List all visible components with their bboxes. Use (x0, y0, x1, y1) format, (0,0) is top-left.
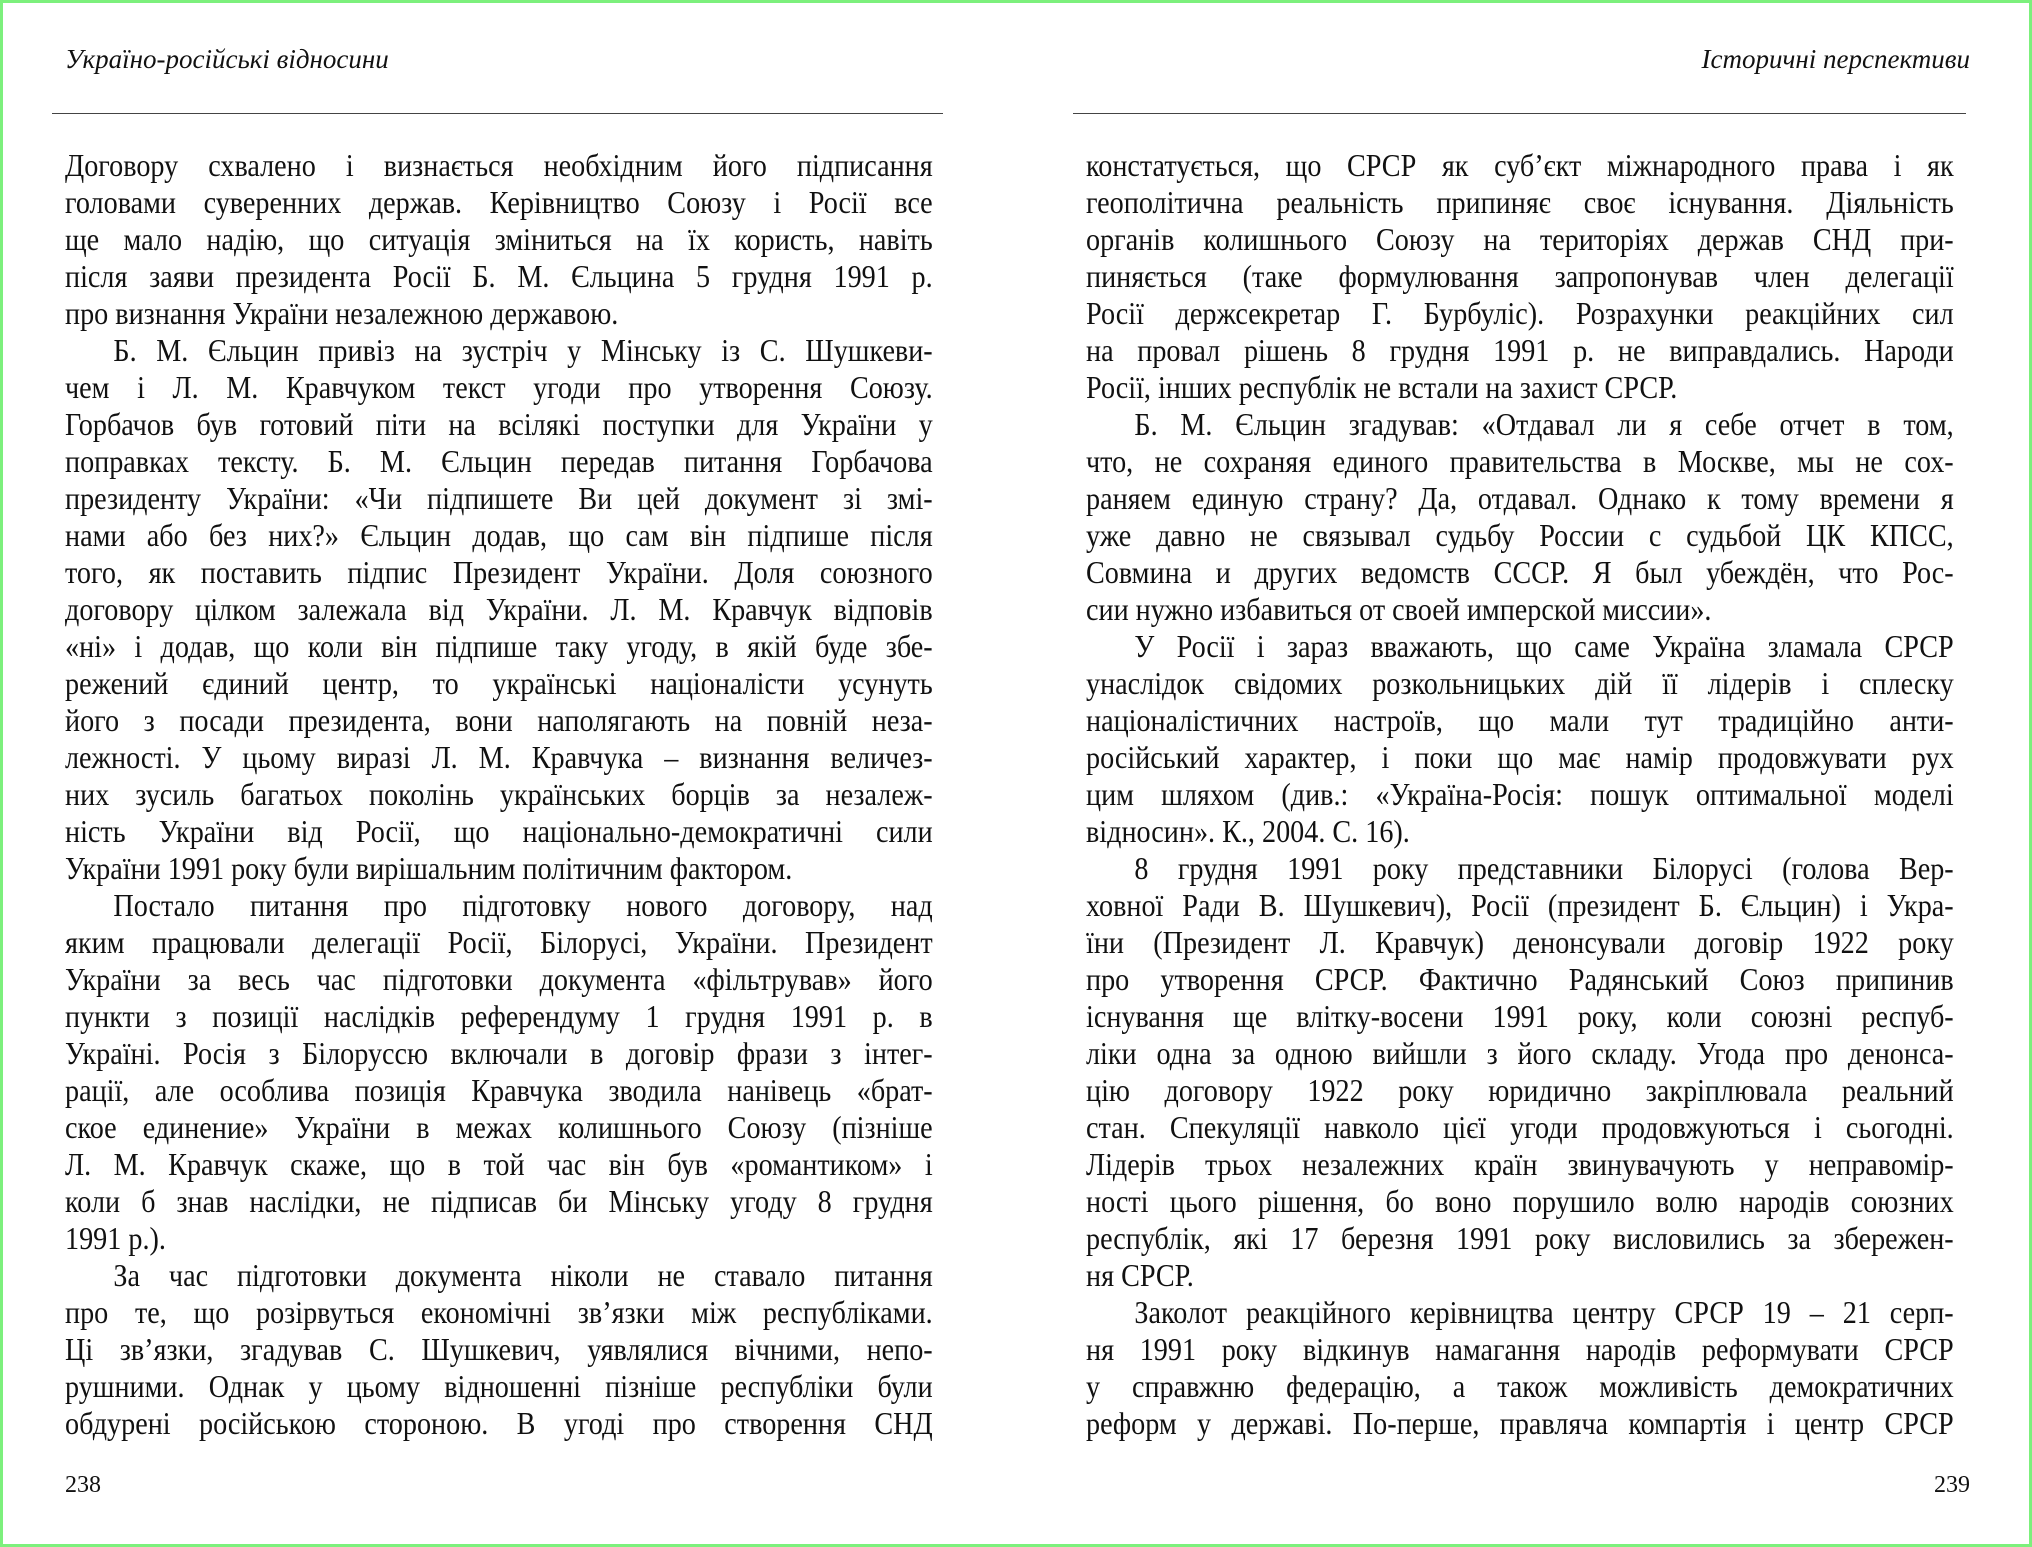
text-line: того, як поставить підпис Президент України. Доля союзного (65, 554, 933, 590)
text-line: про визнання України незалежною державою. (65, 295, 619, 331)
paragraph (65, 332, 933, 887)
text-line: Росії, інших республік не встали на захист СРСР. (1086, 369, 1678, 405)
text-line: уже давно не связывал судьбу России с судьбой ЦК КПСС, (1086, 517, 1954, 553)
paragraph (1086, 628, 1954, 850)
text-line: ність України від Росії, що національно-демократичні сили (65, 813, 933, 849)
text-line: 8 грудня 1991 року представники Білорусі (голова Вер- (1134, 850, 1954, 886)
paragraph (1086, 1294, 1954, 1442)
text-line: цим шляхом (див.: «Україна-Росія: пошук оптимальної моделі (1086, 776, 1954, 812)
text-line: на провал рішень 8 грудня 1991 р. не виправдались. Народи (1086, 332, 1954, 368)
text-line: Україні. Росія з Білоруссю включали в договір фрази з інтег- (65, 1035, 933, 1071)
text-line: ня СРСР. (1086, 1257, 1194, 1293)
text-line: поправках тексту. Б. М. Єльцин передав питання Горбачова (65, 443, 933, 479)
text-line: пиняється (таке формулювання запропонував член делегації (1086, 258, 1954, 294)
text-line: рації, але особлива позиція Кравчука зводила нанівець «брат- (65, 1072, 933, 1108)
text-line: його з посади президента, вони наполягають на повній неза- (65, 702, 933, 738)
header-rule (52, 113, 943, 114)
text-line: ще мало надію, що ситуація зміниться на їх користь, навіть (65, 221, 933, 257)
paragraph (65, 887, 933, 1257)
body-text (65, 147, 933, 1442)
body-text (1086, 147, 1954, 1442)
text-line: Ці зв’язки, згадував С. Шушкевич, уявлялися вічними, непо- (65, 1331, 933, 1367)
text-line: сии нужно избавиться от своей имперской миссии». (1086, 591, 1712, 627)
text-line: України за весь час підготовки документа «фільтрував» його (65, 961, 933, 997)
left-page (0, 0, 1000, 1547)
text-line: У Росії і зараз вважають, що саме Україна зламала СРСР (1134, 628, 1954, 664)
paragraph (1086, 850, 1954, 1294)
paragraph (65, 147, 933, 332)
text-line: реформ у державі. По-перше, правляча компартія і центр СРСР (1086, 1405, 1954, 1441)
text-line: про утворення СРСР. Фактично Радянський Союз припинив (1086, 961, 1954, 997)
text-line: Росії держсекретар Г. Бурбуліс). Розрахунки реакційних сил (1086, 295, 1954, 331)
text-line: відносин». К., 2004. С. 16). (1086, 813, 1410, 849)
text-line: у справжню федерацію, а також можливість демократичних (1086, 1368, 1954, 1404)
text-line: Б. М. Єльцин привіз на зустріч у Мінську із С. Шушкеви- (113, 332, 933, 368)
text-line: Заколот реакційного керівництва центру СРСР 19 – 21 серп- (1134, 1294, 1954, 1330)
text-line: унаслідок свідомих розкольницьких дій її лідерів і сплеску (1086, 665, 1954, 701)
running-head: Історичні перспективи (1701, 44, 1970, 74)
text-line: ское единение» України в межах колишнього Союзу (пізніше (65, 1109, 933, 1145)
text-line: договору цілком залежала від України. Л. М. Кравчук відповів (65, 591, 933, 627)
text-line: них зусиль багатьох поколінь українських борців за незалеж- (65, 776, 933, 812)
text-line: 1991 р.). (65, 1220, 166, 1256)
text-line: цію договору 1922 року юридично закріплювала реальний (1086, 1072, 1954, 1108)
text-line: російський характер, і поки що має намір продовжувати рух (1086, 739, 1954, 775)
text-line: органів колишнього Союзу на територіях держав СНД при- (1086, 221, 1954, 257)
text-line: обдурені російською стороною. В угоді про створення СНД (65, 1405, 933, 1441)
running-head: Україно-російські відносини (65, 44, 389, 74)
paragraph (1086, 406, 1954, 628)
text-line: про те, що розірвуться економічні зв’язки між республіками. (65, 1294, 933, 1330)
text-line: чем і Л. М. Кравчуком текст угоди про утворення Союзу. (65, 369, 933, 405)
text-line: рушними. Однак у цьому відношенні пізніше республіки були (65, 1368, 933, 1404)
text-line: яким працювали делегації Росії, Білорусі, України. Президент (65, 924, 933, 960)
header-rule (1073, 113, 1966, 114)
text-line: після заяви президента Росії Б. М. Єльцина 5 грудня 1991 р. (65, 258, 933, 294)
right-page (1016, 0, 2032, 1547)
text-line: ня 1991 року відкинув намагання народів реформувати СРСР (1086, 1331, 1954, 1367)
text-line: лежності. У цьому виразі Л. М. Кравчука – визнання величез- (65, 739, 933, 775)
text-line: ліки одна за одною вийшли з його складу. Угода про денонса- (1086, 1035, 1954, 1071)
text-line: президенту України: «Чи підпишете Ви цей документ зі змі- (65, 480, 933, 516)
text-line: что, не сохраняя единого правительства в Москве, мы не сох- (1086, 443, 1954, 479)
text-line: головами суверенних держав. Керівництво Союзу і Росії все (65, 184, 933, 220)
text-line: Л. М. Кравчук скаже, що в той час він був «романтиком» і (65, 1146, 933, 1182)
text-line: режений єдиний центр, то українські націоналісти усунуть (65, 665, 933, 701)
text-line: Лідерів трьох незалежних країн звинувачують у неправомір- (1086, 1146, 1954, 1182)
text-line: Договору схвалено і визнається необхідним його підписання (65, 147, 933, 183)
text-line: їни (Президент Л. Кравчук) денонсували договір 1922 року (1086, 924, 1954, 960)
text-line: ховної Ради В. Шушкевич), Росії (президент Б. Єльцин) і Укра- (1086, 887, 1954, 923)
text-line: Постало питання про підготовку нового договору, над (113, 887, 933, 923)
text-line: пункти з позиції наслідків референдуму 1 грудня 1991 р. в (65, 998, 933, 1034)
page-number: 238 (65, 1472, 101, 1498)
text-line: геополітична реальність припиняє своє існування. Діяльність (1086, 184, 1954, 220)
text-line: націоналістичних настроїв, що мали тут традиційно анти- (1086, 702, 1954, 738)
text-line: Совмина и других ведомств СССР. Я был убеждён, что Рос- (1086, 554, 1954, 590)
text-line: України 1991 року були вирішальним політичним фактором. (65, 850, 793, 886)
text-line: «ні» і додав, що коли він підпише таку угоду, в якій буде збе- (65, 628, 933, 664)
text-line: Б. М. Єльцин згадував: «Отдавал ли я себе отчет в том, (1134, 406, 1954, 442)
paragraph (65, 1257, 933, 1442)
text-line: раняем единую страну? Да, отдавал. Однако к тому времени я (1086, 480, 1954, 516)
text-line: коли б знав наслідки, не підписав би Мінську угоду 8 грудня (65, 1183, 933, 1219)
text-line: нами або без них?» Єльцин додав, що сам він підпише після (65, 517, 933, 553)
text-line: За час підготовки документа ніколи не ставало питання (113, 1257, 933, 1293)
text-line: Горбачов був готовий піти на всілякі поступки для України у (65, 406, 933, 442)
page-number: 239 (1934, 1472, 1970, 1498)
paragraph (1086, 147, 1954, 406)
text-line: констатується, що СРСР як суб’єкт міжнародного права і як (1086, 147, 1954, 183)
text-line: ності цього рішення, бо воно порушило волю народів союзних (1086, 1183, 1954, 1219)
text-line: існування ще влітку-восени 1991 року, коли союзні респуб- (1086, 998, 1954, 1034)
text-line: стан. Спекуляції навколо цієї угоди продовжуються і сьогодні. (1086, 1109, 1954, 1145)
text-line: республік, які 17 березня 1991 року висловились за збережен- (1086, 1220, 1954, 1256)
